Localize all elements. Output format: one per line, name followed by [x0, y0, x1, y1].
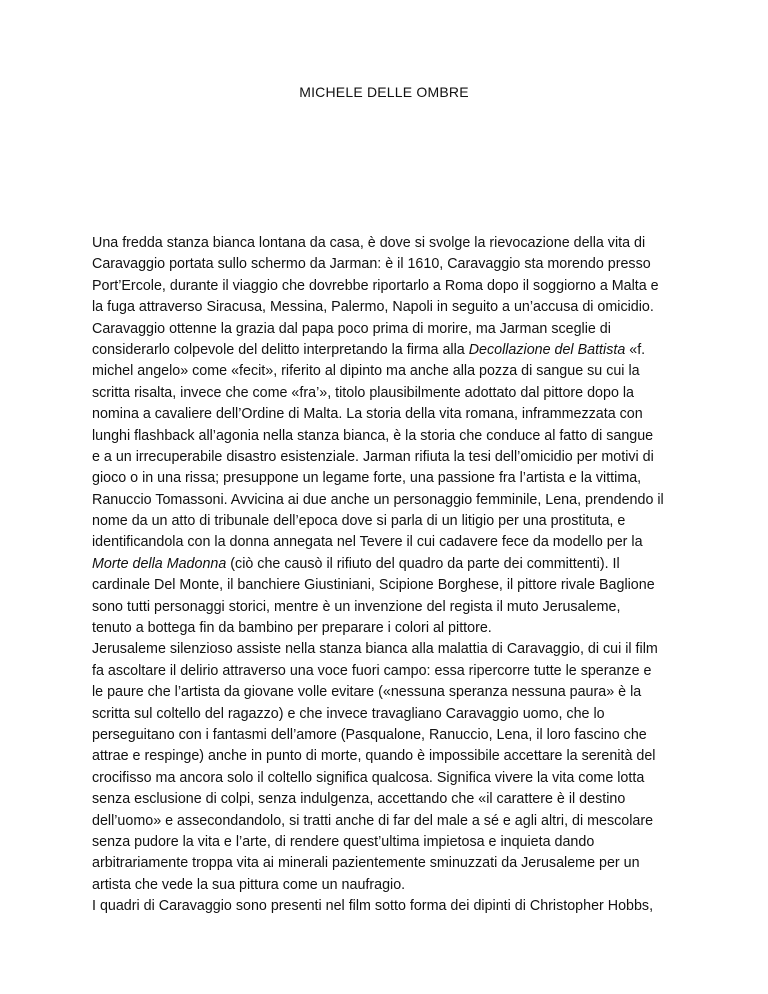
text-segment: fa ascoltare il delirio attraverso una voce fuori campo: essa ripercorre tutte le speranze e [92, 662, 652, 679]
text-segment: scritta sul coltello del ragazzo) e che invece travagliano Caravaggio uomo, che lo [92, 705, 605, 722]
text-line [92, 554, 678, 575]
text-line [92, 426, 678, 447]
text-segment: tenuto a bottega fin da bambino per preparare i colori al pittore. [92, 620, 492, 637]
text-line [92, 340, 678, 361]
text-line [92, 704, 678, 725]
text-segment: senza pudore la vita e l’arte, di rendere quest’ultima impietosa e inquieta dando [92, 833, 595, 850]
text-segment: Una fredda stanza bianca lontana da casa, è dove si svolge la rievocazione della vita di [92, 235, 646, 251]
text-segment: le paure che l’artista da giovane volle evitare («nessuna speranza nessuna paura» è la [92, 684, 642, 701]
text-line [92, 319, 678, 340]
text-line [92, 276, 678, 297]
document-title: MICHELE DELLE OMBRE [299, 84, 469, 100]
text-segment: dell’uomo» e assecondandolo, si tratti anche di far del male a sé e agli altri, di mescolare [92, 812, 654, 829]
text-line [92, 361, 678, 382]
text-segment: perseguitano con i fantasmi dell’amore (Pasqualone, Ranuccio, Lena, il loro fascino che [92, 726, 647, 743]
text-line [92, 639, 678, 660]
italic-title-text: Morte della Madonna [92, 555, 227, 572]
text-line [92, 682, 678, 703]
text-line [92, 896, 678, 917]
text-line [92, 768, 678, 789]
text-segment: senza esclusione di colpi, senza indulgenza, accettando che «il carattere è il destino [92, 791, 626, 808]
text-segment: la fuga attraverso Siracusa, Messina, Palermo, Napoli in seguito a un’accusa di omicidio. [92, 299, 654, 316]
text-line [92, 875, 678, 896]
text-segment: nomina a cavaliere dell’Ordine di Malta. La storia della vita romana, inframmezzata con [92, 406, 643, 423]
text-segment: cardinale Del Monte, il banchiere Giustiniani, Scipione Borghese, il pittore rivale Baglione [92, 577, 655, 594]
text-line [92, 811, 678, 832]
text-segment: considerarlo colpevole del delitto interpretando la firma alla [92, 341, 469, 358]
text-segment: Caravaggio portata sullo schermo da Jarman: è il 1610, Caravaggio sta morendo presso [92, 256, 651, 273]
text-line [92, 297, 678, 318]
text-segment: michel angelo» come «fecit», riferito al dipinto ma anche alla pozza di sangue su cui la [92, 363, 640, 380]
text-line [92, 597, 678, 618]
text-segment: Ranuccio Tomassoni. Avvicina ai due anche un personaggio femminile, Lena, prendendo il [92, 491, 664, 508]
text-line [92, 447, 678, 468]
text-line [92, 575, 678, 596]
text-segment: e a un irrecuperabile disastro esistenziale. Jarman rifiuta la tesi dell’omicidio per motivi di [92, 448, 654, 465]
text-line [92, 661, 678, 682]
text-segment: «f. [625, 341, 646, 358]
text-line [92, 254, 678, 275]
text-segment: arbitrariamente troppa vita ai minerali pazientemente sminuzzati da Jerusaleme per un [92, 855, 640, 872]
text-segment: Port’Ercole, durante il viaggio che dovrebbe riportarlo a Roma dopo il soggiorno a Malta e [92, 277, 659, 294]
text-segment: (ciò che causò il rifiuto del quadro da parte dei committenti). Il [226, 555, 620, 572]
text-line [92, 490, 678, 511]
text-line [92, 404, 678, 425]
text-line [92, 468, 678, 489]
text-line [92, 233, 678, 254]
text-line [92, 532, 678, 553]
text-segment: crocifisso ma ancora solo il coltello significa qualcosa. Significa vivere la vita come lotta [92, 769, 645, 786]
text-segment: artista che vede la sua pittura come un naufragio. [92, 876, 406, 893]
text-line [92, 789, 678, 810]
text-segment: Caravaggio ottenne la grazia dal papa poco prima di morire, ma Jarman sceglie di [92, 320, 611, 337]
text-segment: sono tutti personaggi storici, mentre è un invenzione del regista il muto Jerusaleme, [92, 598, 621, 615]
text-line [92, 832, 678, 853]
text-line [92, 746, 678, 767]
italic-title-text: Decollazione del Battista [468, 341, 626, 358]
text-line [92, 725, 678, 746]
document-body [92, 233, 678, 918]
text-segment: scritta risalta, invece che come «fra’», titolo plausibilmente adottato dal pittore dopo la [92, 384, 634, 401]
text-line [92, 853, 678, 874]
text-segment: nome da un atto di tribunale dell’epoca dove si parla di un litigio per una prostituta, e [92, 513, 626, 530]
text-segment: lunghi flashback all’agonia nella stanza bianca, è la storia che conduce al fatto di sangue [92, 427, 654, 444]
text-segment: Jerusaleme silenzioso assiste nella stanza bianca alla malattia di Caravaggio, di cui il film [92, 641, 658, 658]
text-line [92, 618, 678, 639]
text-line [92, 511, 678, 532]
text-segment: I quadri di Caravaggio sono presenti nel film sotto forma dei dipinti di Christopher Hobbs, [92, 898, 654, 915]
text-segment: identificandola con la donna annegata nel Tevere il cui cadavere fece da modello per la [92, 534, 643, 551]
text-segment: gioco o in una rissa; presuppone un legame forte, una passione fra l’artista e la vittima, [92, 470, 642, 487]
text-segment: attrae e respinge) anche in punto di morte, quando è impossibile accettare la serenità del [92, 748, 656, 765]
text-line [92, 383, 678, 404]
